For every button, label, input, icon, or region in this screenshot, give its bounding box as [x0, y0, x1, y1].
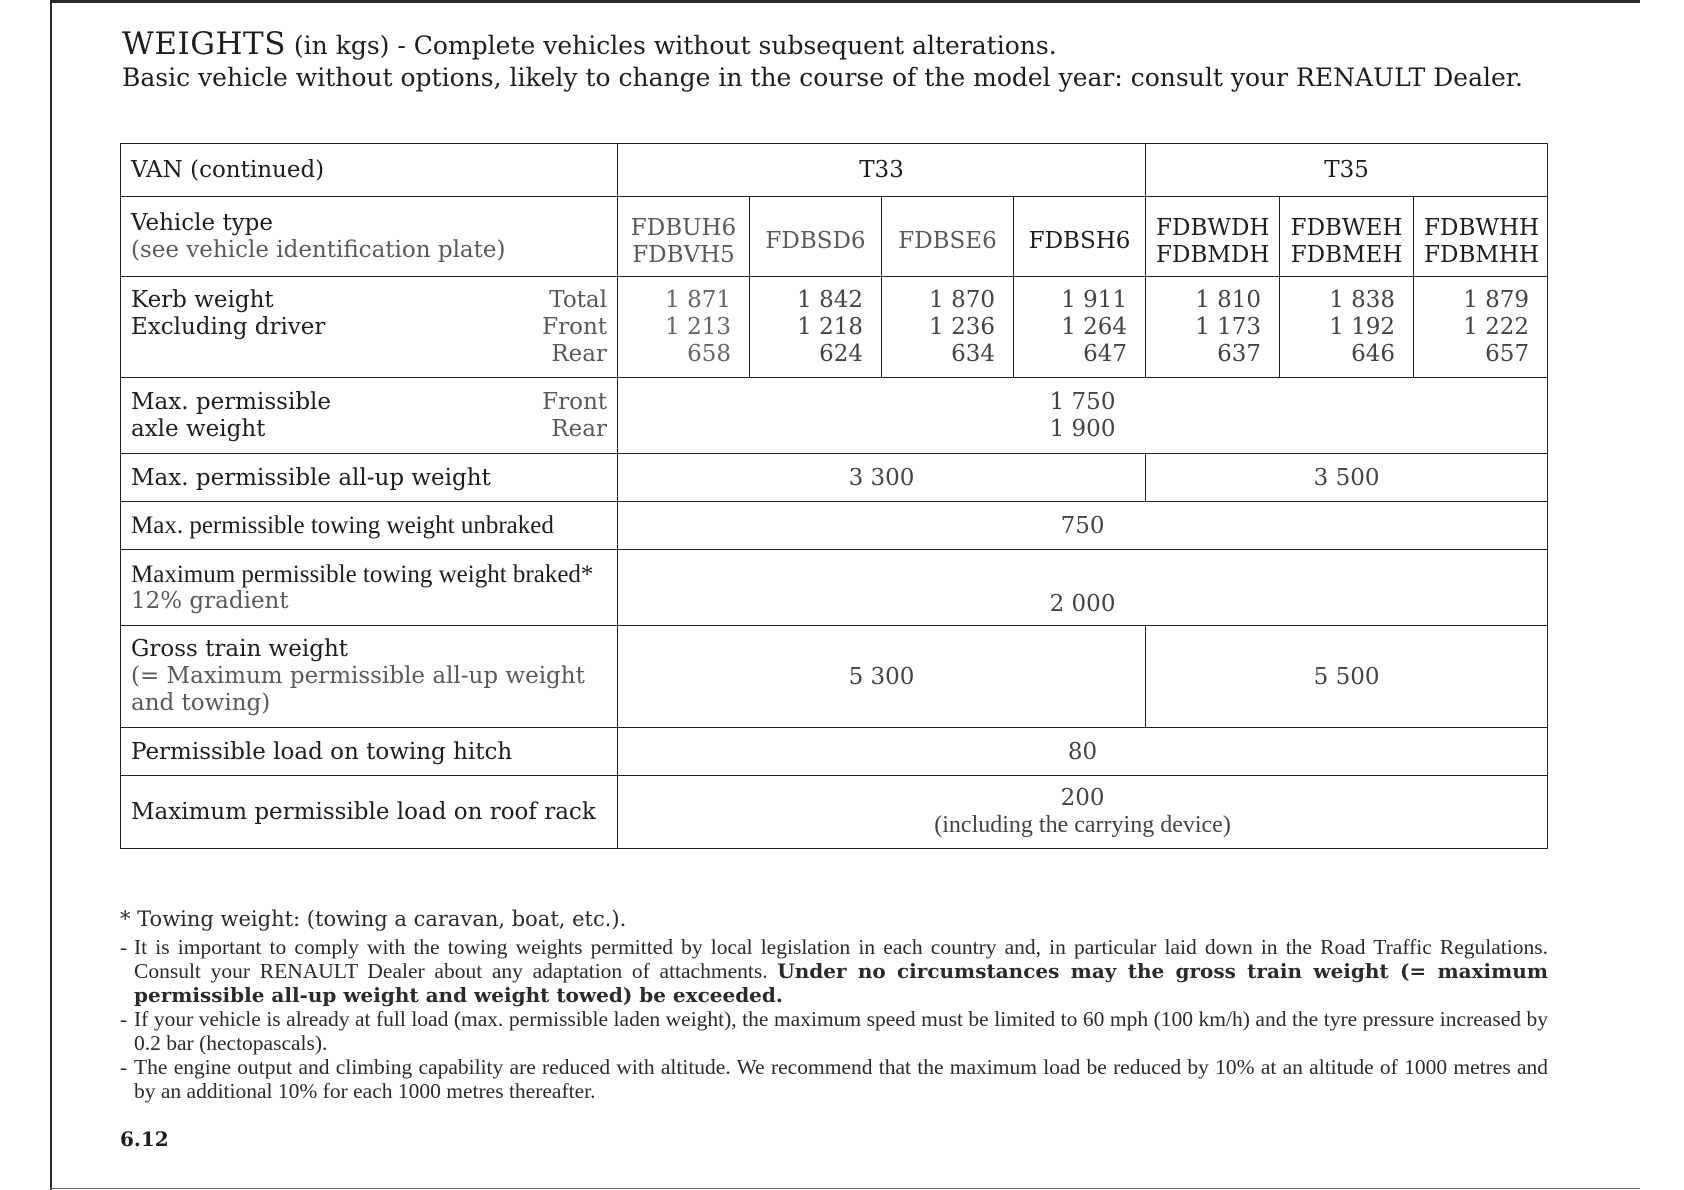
- kerb-front: 1 236: [929, 313, 995, 340]
- kerb-total: 1 871: [665, 286, 731, 313]
- note-1-text: It is important to comply with the towing weights permitted by local legislation in each country and, in particular laid down in the Road Traffic Regulations. Consult your RENAULT Dealer about any adaptation of attachments.: [134, 935, 1548, 983]
- page-border-left: [50, 0, 52, 1190]
- gross-sublabel: (= Maximum permissible all-up weight: [131, 663, 585, 689]
- axle-values: [618, 378, 1548, 454]
- vehicle-type-code: FDBMEH: [1290, 241, 1403, 268]
- vehicle-type-cell: [1146, 197, 1280, 277]
- hitch-label: Permissible load on towing hitch: [121, 728, 618, 776]
- vehicle-type-row: [121, 197, 1548, 277]
- kerb-front: 1 218: [797, 313, 863, 340]
- kerb-front: 1 192: [1329, 313, 1396, 340]
- all-up-t35: 3 500: [1146, 454, 1548, 502]
- kerb-rear: 658: [687, 340, 731, 367]
- kerb-rear: 624: [819, 340, 863, 367]
- roof-value-note: (including the carrying device): [934, 812, 1231, 838]
- axle-front-value: 1 750: [1049, 388, 1116, 415]
- kerb-rear: 646: [1351, 340, 1396, 367]
- kerb-total: 1 870: [929, 286, 995, 313]
- kerb-sublabel: Excluding driver: [131, 313, 326, 340]
- roof-value: 200: [1060, 785, 1105, 811]
- all-up-weight-row: [121, 454, 1548, 502]
- page-border-bottom: [50, 1188, 1640, 1189]
- vehicle-type-sub: (see vehicle identification plate): [131, 236, 506, 263]
- all-up-label: Max. permissible all-up weight: [121, 454, 618, 502]
- kerb-label: Kerb weight: [131, 286, 274, 313]
- kerb-values: [1014, 277, 1146, 378]
- kerb-front: 1 222: [1463, 313, 1530, 340]
- gross-t33: 5 300: [618, 626, 1146, 728]
- section-label: VAN (continued): [121, 144, 618, 197]
- kerb-total: 1 838: [1329, 286, 1396, 313]
- unbraked-label: Max. permissible towing weight unbraked: [121, 502, 618, 550]
- kerb-front: 1 213: [665, 313, 731, 340]
- kerb-side-front: Front: [542, 313, 607, 340]
- note-3-text: The engine output and climbing capability are reduced with altitude. We recommend that the maximum load be reduced by 10% at an altitude of 1000 metres and by an additional 10% for each 1000 metres thereafter.: [134, 1055, 1548, 1103]
- title-main: WEIGHTS: [122, 26, 286, 62]
- vehicle-type-label: Vehicle type: [131, 209, 274, 236]
- roof-label: Maximum permissible load on roof rack: [121, 776, 618, 849]
- kerb-side-rear: Rear: [551, 340, 607, 367]
- page-subtitle: Basic vehicle without options, likely to change in the course of the model year: consult your RENAULT Dealer.: [122, 63, 1523, 92]
- kerb-values: [618, 277, 750, 378]
- axle-weight-row: [121, 378, 1548, 454]
- page-border-top: [50, 0, 1640, 3]
- unbraked-row: [121, 502, 1548, 550]
- gross-label-cell: [121, 626, 618, 728]
- vehicle-type-code: FDBMDH: [1156, 241, 1270, 268]
- group-t35: T35: [1146, 144, 1548, 197]
- kerb-total: 1 810: [1195, 286, 1262, 313]
- title-rest: (in kgs) - Complete vehicles without subsequent alterations.: [293, 31, 1057, 60]
- vehicle-type-cell: [1414, 197, 1548, 277]
- vehicle-type-code: FDBSE6: [898, 228, 997, 254]
- braked-label: Maximum permissible towing weight braked*: [131, 560, 594, 588]
- all-up-t33: 3 300: [618, 454, 1146, 502]
- note-item-1: - It is important to comply with the towing weights permitted by local legislation in each country and, in particular laid down in the Road Traffic Regulations. Consult your RENAULT Dealer about any adaptation of attachments. Under no circumstances may the gross train weight (= maximum permissible all-up weight and weight towed) be exceeded.: [120, 935, 1548, 1007]
- hitch-value: 80: [618, 728, 1548, 776]
- vehicle-type-code: FDBVH5: [632, 241, 735, 268]
- vehicle-type-cell: [1014, 197, 1146, 277]
- kerb-rear: 634: [951, 340, 995, 367]
- note-1-bold: Under no circumstances may the gross train weight (= maximum permissible all-up weight and weight towed) be exceeded.: [134, 959, 1548, 1007]
- page-title: [122, 28, 1552, 62]
- note-item-2: - If your vehicle is already at full load (max. permissible laden weight), the maximum speed must be limited to 60 mph (100 km/h) and the tyre pressure increased by 0.2 bar (hectopascals).: [120, 1007, 1548, 1055]
- page-header: [122, 28, 1552, 93]
- axle-side-rear: Rear: [551, 415, 607, 442]
- footnotes: [120, 907, 1548, 1103]
- vehicle-type-cell: [618, 197, 750, 277]
- kerb-values: [1414, 277, 1548, 378]
- braked-sublabel: 12% gradient: [131, 587, 289, 614]
- kerb-total: 1 879: [1463, 286, 1530, 313]
- braked-label-cell: [121, 550, 618, 626]
- note-2-text: If your vehicle is already at full load (max. permissible laden weight), the maximum speed must be limited to 60 mph (100 km/h) and the tyre pressure increased by 0.2 bar (hectopascals).: [134, 1007, 1548, 1055]
- kerb-values: [1146, 277, 1280, 378]
- gross-label: Gross train weight: [131, 636, 348, 662]
- vehicle-type-cell: [750, 197, 882, 277]
- footnote-star: * Towing weight: (towing a caravan, boat, etc.).: [120, 907, 627, 931]
- towing-hitch-row: [121, 728, 1548, 776]
- unbraked-value: 750: [618, 502, 1548, 550]
- axle-rear-value: 1 900: [1049, 415, 1116, 442]
- vehicle-type-code: FDBSH6: [1028, 228, 1131, 254]
- kerb-front: 1 264: [1061, 313, 1128, 340]
- vehicle-type-cell: [882, 197, 1014, 277]
- axle-label: Max. permissible: [131, 388, 332, 415]
- group-t33: T33: [618, 144, 1146, 197]
- axle-label-cell: [121, 378, 618, 454]
- braked-value: 2 000: [618, 550, 1548, 626]
- kerb-side-total: Total: [549, 286, 607, 313]
- kerb-rear: 657: [1485, 340, 1530, 367]
- roof-rack-row: [121, 776, 1548, 849]
- gross-train-row: [121, 626, 1548, 728]
- vehicle-type-label-cell: [121, 197, 618, 277]
- kerb-values: [1280, 277, 1414, 378]
- kerb-total: 1 911: [1061, 286, 1128, 313]
- page-number: 6.12: [120, 1127, 169, 1151]
- vehicle-type-code: FDBWDH: [1156, 214, 1270, 241]
- vehicle-type-code: FDBWEH: [1290, 214, 1403, 241]
- kerb-weight-row: [121, 277, 1548, 378]
- gross-t35: 5 500: [1146, 626, 1548, 728]
- vehicle-type-cell: [1280, 197, 1414, 277]
- note-item-3: - The engine output and climbing capability are reduced with altitude. We recommend that the maximum load be reduced by 10% at an altitude of 1000 metres and by an additional 10% for each 1000 metres thereafter.: [120, 1055, 1548, 1103]
- braked-row: [121, 550, 1548, 626]
- axle-sublabel: axle weight: [131, 415, 266, 442]
- gross-sublabel-2: and towing): [131, 690, 271, 716]
- kerb-total: 1 842: [797, 286, 863, 313]
- vehicle-type-code: FDBUH6: [630, 214, 737, 241]
- kerb-values: [750, 277, 882, 378]
- kerb-front: 1 173: [1195, 313, 1262, 340]
- vehicle-type-code: FDBMHH: [1424, 241, 1540, 268]
- vehicle-type-code: FDBSD6: [765, 228, 866, 254]
- kerb-rear: 647: [1083, 340, 1128, 367]
- kerb-values: [882, 277, 1014, 378]
- vehicle-type-code: FDBWHH: [1424, 214, 1540, 241]
- roof-value-cell: [618, 776, 1548, 849]
- kerb-rear: 637: [1217, 340, 1262, 367]
- header-row: [121, 144, 1548, 197]
- axle-side-front: Front: [542, 388, 607, 415]
- weights-table: [120, 143, 1548, 849]
- kerb-label-cell: [121, 277, 618, 378]
